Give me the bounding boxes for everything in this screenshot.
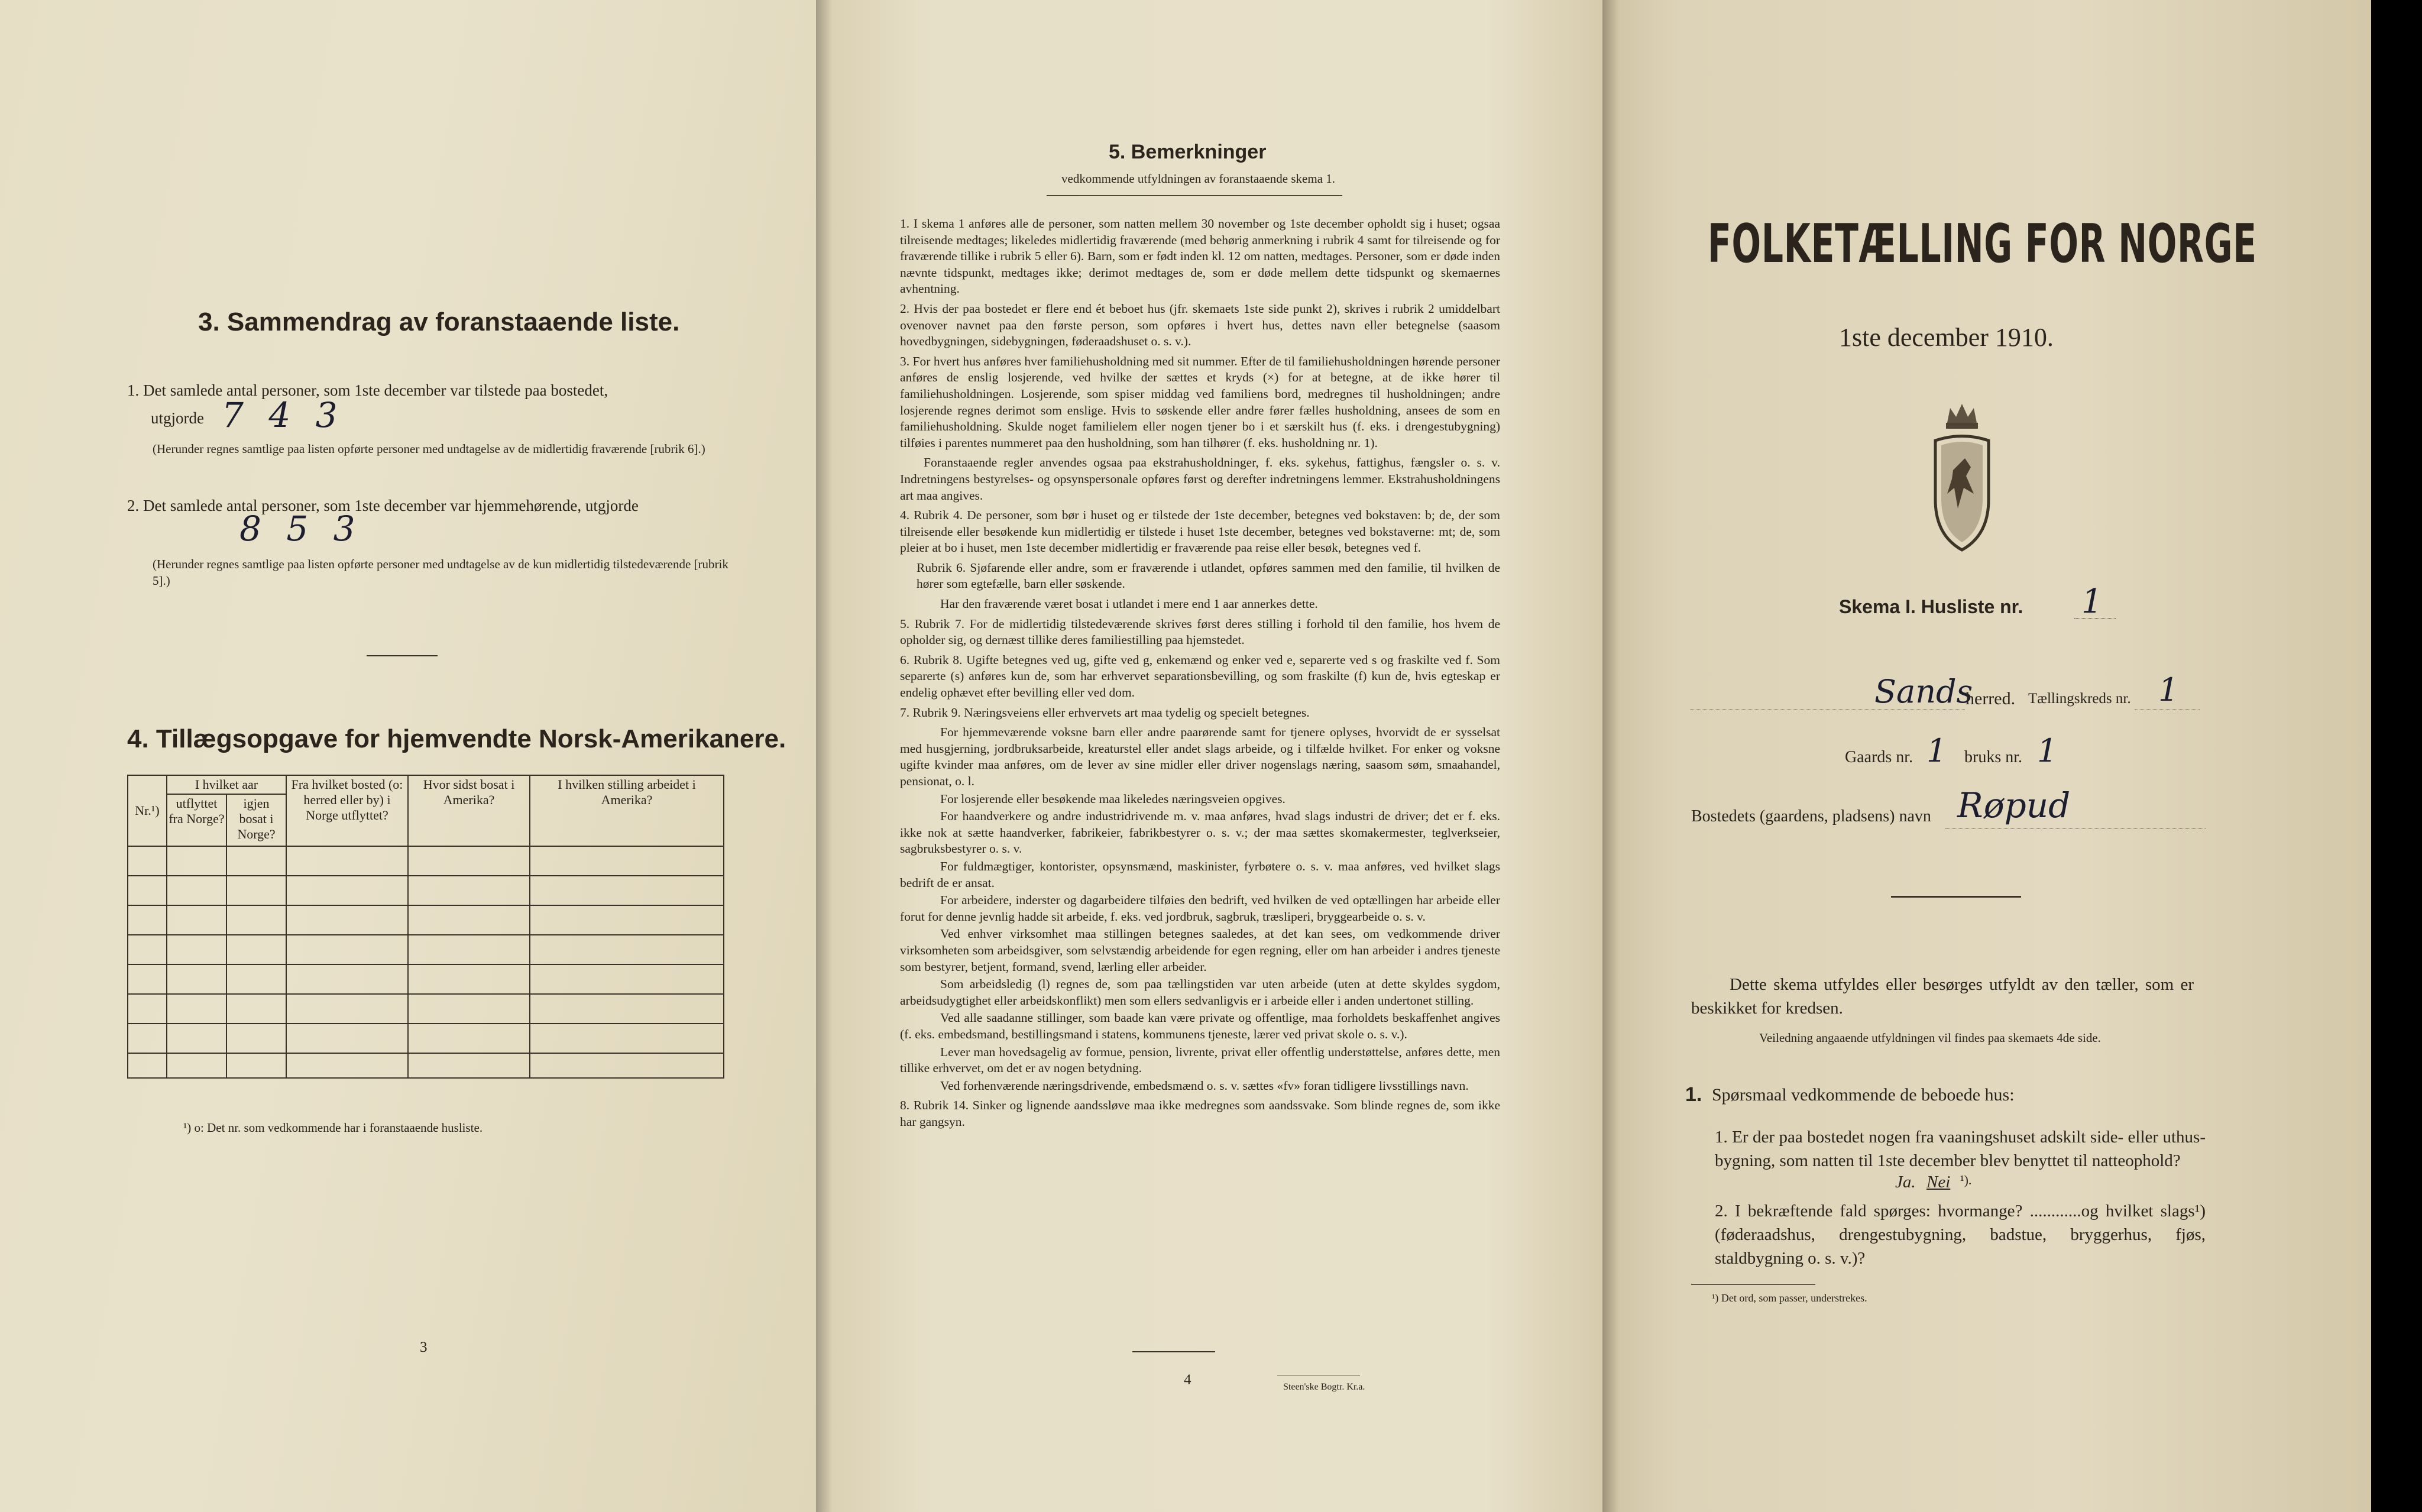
bemerkninger-subtitle: vedkommende utfyldningen av foranstaaende skema 1. <box>1061 171 1336 186</box>
bottom-rule <box>1132 1351 1215 1352</box>
remark-7e: For arbeidere, inderster og dagarbeidere tilføies den bedrift, ved hvilken de ved optællingen har arbeide eller forut for denne jevnlig hadde sit arbeide, f. eks. ved jordbruk, sagbruk, træsliperi, bryggearbeide o. s. v. <box>900 893 1500 924</box>
header-year-group: I hvilket aar <box>167 775 286 794</box>
table-row <box>128 994 724 1024</box>
remark-7b: For losjerende eller besøkende maa likeledes næringsveien opgives. <box>940 791 1286 806</box>
remark-7d: For fuldmægtiger, kontorister, opsynsmænd, maskinister, fyrbøtere o. s. v. maa anføres, ved hvilket slags bedrift de er ansat. <box>900 859 1500 890</box>
q1-nei: Nei <box>1926 1173 1951 1192</box>
page-number: 4 <box>1184 1372 1191 1388</box>
bruks-label: bruks nr. <box>1964 748 2022 766</box>
remark-4b: Rubrik 6. Sjøfarende eller andre, som er fraværende i utlandet, opføres sammen med den familie, til hvilken de hører som egtefælle, barn eller søskende. <box>917 560 1500 591</box>
header-col3: Fra hvilket bosted (o: herred eller by) i Norge utflyttet? <box>286 775 408 846</box>
item1-value: 7 4 3 <box>222 395 345 435</box>
table-row <box>128 1053 724 1078</box>
remark-4c: Har den fraværende været bosat i utlandet i mere end 1 aar annerkes dette. <box>940 597 1318 611</box>
main-title: FOLKETÆLLING FOR NORGE <box>1708 213 2257 275</box>
husliste-nr: 1 <box>2081 582 2103 621</box>
remark-7a: For hjemmeværende voksne barn eller andre paarørende samt for tjenere oplyses, hvorvidt de er sysselsat med husgjerning, jordbruksarbeide, kreaturstel eller andet slags arbeide, og i tilfælde hvilket. For enker og voksne ugifte kvinder maa anføres, om de lever av sine midler eller driver nogenslags næring, saasom søm, smaahandel, pensionat, o. l. <box>900 725 1500 788</box>
q1-ja: Ja. <box>1895 1173 1916 1192</box>
header-col1: utflyttet fra Norge? <box>167 794 226 846</box>
remark-6: 6. Rubrik 8. Ugifte betegnes ved ug, gifte ved g, enkemænd og enker ved e, separerte ved s og fraskilte ved f. Som separerte (s) anføres kun de, som har erhvervet separationsbevilling, og som fraskilte (f) kun de, hvis egteskap er endelig ophævet efter bevilling eller ved dom. <box>900 652 1500 700</box>
remark-3: 3. For hvert hus anføres hver familiehusholdning med sit nummer. Efter de til familiehusholdningen hørende personer anføres de enslig losjerende, ved hvilke der sættes et kryds (×) for at betegne, at de ikke hører til familiehusholdningen. Losjerende, som spiser middag ved familiens bord, medregnes til husholdningen; andre losjerende regnes derimot som enslige. Hvis to søskende eller andre fører fælles husholdning, ansees de som en familiehusholdning. Skulde noget familielem eller nogen tjener bo i et særskilt hus (f. eks. i drengestubygning) tilføies i parentes nummeret paa den husholdning, som han tilhører (f. eks. husholdning nr. 1). <box>900 354 1500 450</box>
left-page <box>0 0 816 1512</box>
question-2: 2. I bekræftende fald spørges: hvormange? ............og hvilket slags¹) (føderaadshus, drengestubygning, badstue, bryggerhus, fjøs, staldbygning o. s. v.)? <box>1715 1202 2206 1268</box>
norsk-amerikanere-table <box>127 775 724 1079</box>
right-page <box>1602 0 2371 1512</box>
item2-text: 2. Det samlede antal personer, som 1ste december var hjemmehørende, utgjorde <box>127 497 639 514</box>
q1-sup: ¹). <box>1960 1173 1972 1187</box>
subtitle-rule <box>1047 195 1342 196</box>
herred-value: Sands <box>1874 673 1973 710</box>
coat-of-arms-icon <box>1929 399 1994 553</box>
instruction-text: Dette skema utfyldes eller besørges utfyldt av den tæller, som er beskikket for kredsen. <box>1691 975 2194 1018</box>
skema-label: Skema I. Husliste nr. <box>1839 596 2023 617</box>
item1-text: 1. Det samlede antal personer, som 1ste december var tilstede paa bostedet, <box>127 381 608 399</box>
table-row <box>128 964 724 994</box>
remark-2: 2. Hvis der paa bostedet er flere end ét beboet hus (jfr. skemaets 1ste side punkt 2), skrives i rubrik 2 umiddelbart ovenover navnet paa den første person, som opføres i hvert hus, dettes navn eller betegnelse (saasom hovedbygningen, sidebygningen, føderaadshuset o. s. v.). <box>900 301 1500 349</box>
section3-title: 3. Sammendrag av foranstaaende liste. <box>198 307 680 336</box>
bosted-value: Røpud <box>1957 785 2071 825</box>
item2-value: 8 5 3 <box>239 509 362 549</box>
fold-shadow <box>816 0 833 1512</box>
remark-7h: Ved alle saadanne stillinger, som baade kan være private og offentlige, maa forholdets beskaffenhet angives (f. eks. embedsmand, bestillingsmand i statens, kommunens tjeneste, lærer ved privat skole o. s. v.). <box>900 1011 1500 1041</box>
table-footnote: ¹) o: Det nr. som vedkommende har i foranstaaende husliste. <box>183 1121 483 1135</box>
header-col5: I hvilken stilling arbeidet i Amerika? <box>530 775 724 846</box>
header-nr: Nr.¹) <box>128 775 167 846</box>
remark-7i: Lever man hovedsagelig av formue, pension, livrente, privat eller offentlig understøttelse, anføres dette, men tillike erhvervet, om det er av nogen betydning. <box>900 1044 1500 1076</box>
herred-label: herred. <box>1966 689 2016 708</box>
page-footnote: ¹) Det ord, som passer, understrekes. <box>1712 1292 1867 1304</box>
census-date: 1ste december 1910. <box>1839 323 2054 352</box>
section4-title: 4. Tillægsopgave for hjemvendte Norsk-Amerikanere. <box>127 724 786 753</box>
ornament-divider <box>1891 896 2021 898</box>
table-row <box>128 935 724 964</box>
gaards-label: Gaards nr. <box>1845 748 1913 766</box>
item2-note: (Herunder regnes samtlige paa listen opførte personer med undtagelse av de kun midlertidig tilstedeværende [rubrik 5].) <box>153 557 728 588</box>
header-col2: igjen bosat i Norge? <box>226 794 286 846</box>
divider <box>367 655 438 656</box>
remark-7f: Ved enhver virksomhet maa stillingen betegnes saaledes, at det kan sees, om vedkommende driver virksomheten som arbeidsgiver, som selvstændig arbeidende for egen regning, eller om han arbeider i andres tjeneste som bestyrer, betjent, formand, svend, lærling eller arbeider. <box>900 927 1500 974</box>
item1-note: (Herunder regnes samtlige paa listen opførte personer med undtagelse av de midlertidig fraværende [rubrik 6].) <box>153 442 705 456</box>
footnote-rule <box>1691 1284 1815 1285</box>
remark-4: 4. Rubrik 4. De personer, som bør i huset og er tilstede der 1ste december, betegnes ved bokstaven: b; de, der som tilreisende eller besøkende kun midlertidig er tilstede i huset 1ste december, betegnes ved bokstaverne: mt; de, som pleier at bo i huset, men 1ste december midlertidig er fraværende paa reise eller besøk, betegnes ved f. <box>900 508 1500 555</box>
table-row <box>128 1024 724 1053</box>
item1-utgjorde: utgjorde <box>151 409 204 427</box>
remarks-list <box>900 216 1500 1134</box>
question-heading-number: 1. <box>1685 1083 1702 1106</box>
gaards-value: 1 <box>1926 732 1947 769</box>
husliste-line <box>2074 618 2116 619</box>
header-col4: Hvor sidst bosat i Amerika? <box>408 775 530 846</box>
middle-page <box>816 0 1602 1512</box>
remark-7g: Som arbeidsledig (l) regnes de, som paa tællingstiden var uten arbeide (uten at dette skyldes sygdom, arbeidsudygtighet eller arbeidskonflikt) men som ellers sedvanligvis er i arbeide eller i anden undertonet stilling. <box>900 977 1500 1008</box>
bruks-value: 1 <box>2037 732 2058 769</box>
remark-7j: Ved forhenværende næringsdrivende, embedsmænd o. s. v. sættes «fv» foran tidligere livsstillings navn. <box>940 1078 1469 1093</box>
remark-7c: For haandverkere og andre industridrivende m. v. maa anføres, hvad slags industri de driver; det er f. eks. ikke nok at sætte haandverker, fabrikeier, fabrikbestyrer o. s. v.; der maa sættes skomakermester, teglverkseier, sagbruksbestyrer o. s. v. <box>900 809 1500 856</box>
remark-1: 1. I skema 1 anføres alle de personer, som natten mellem 30 november og 1ste december opholdt sig i huset; ogsaa tilreisende medtages; likeledes midlertidig fraværende (med behørig anmerkning i rubrik 4 samt for tilreisende og for fraværende tillike i rubrik 5 eller 6). Barn, som er født inden kl. 12 om natten, medtages. Personer, som er døde inden nævnte tidspunkt, medtages ikke; derimot medtages de, som er døde mellem dette tidspunkt og skemaernes avhentning. <box>900 216 1500 296</box>
question-heading: Spørsmaal vedkommende de beboede hus: <box>1712 1085 2015 1105</box>
kreds-value: 1 <box>2158 671 2179 708</box>
bosted-label: Bostedets (gaardens, pladsens) navn <box>1691 807 1931 825</box>
fold-shadow <box>1602 0 1619 1512</box>
table-row <box>128 876 724 905</box>
printer-mark: Steen'ske Bogtr. Kr.a. <box>1283 1382 1365 1392</box>
bemerkninger-title: 5. Bemerkninger <box>1109 141 1267 163</box>
kreds-label: Tællingskreds nr. <box>2028 691 2131 707</box>
remark-3b: Foranstaaende regler anvendes ogsaa paa ekstrahusholdninger, f. eks. sykehus, fattighus, fængsler o. s. v. Indretningens bestyrelses- og opsynspersonale opføres først og derefter indretningens lemmer. Ekstrahusholdningens art maa angives. <box>900 455 1500 503</box>
question-1: 1. Er der paa bostedet nogen fra vaaningshuset adskilt side- eller uthus-bygning, som natten til 1ste december blev benyttet til natteophold? <box>1715 1128 2206 1170</box>
page-number: 3 <box>420 1339 428 1355</box>
table-row <box>128 846 724 876</box>
table-row <box>128 905 724 935</box>
remark-5: 5. Rubrik 7. For de midlertidig tilstedeværende skrives først deres stilling i forhold til den familie, hos hvem de opholder sig, og dernæst tillike deres familiestilling paa hjemstedet. <box>900 616 1500 647</box>
remark-7: 7. Rubrik 9. Næringsveiens eller erhvervets art maa tydelig og specielt betegnes. <box>900 705 1310 720</box>
remark-8: 8. Rubrik 14. Sinker og lignende aandssløve maa ikke medregnes som aandssvake. Som blinde regnes de, som ikke har gangsyn. <box>900 1098 1500 1129</box>
veiledning-text: Veiledning angaaende utfyldningen vil findes paa skemaets 4de side. <box>1759 1031 2101 1045</box>
